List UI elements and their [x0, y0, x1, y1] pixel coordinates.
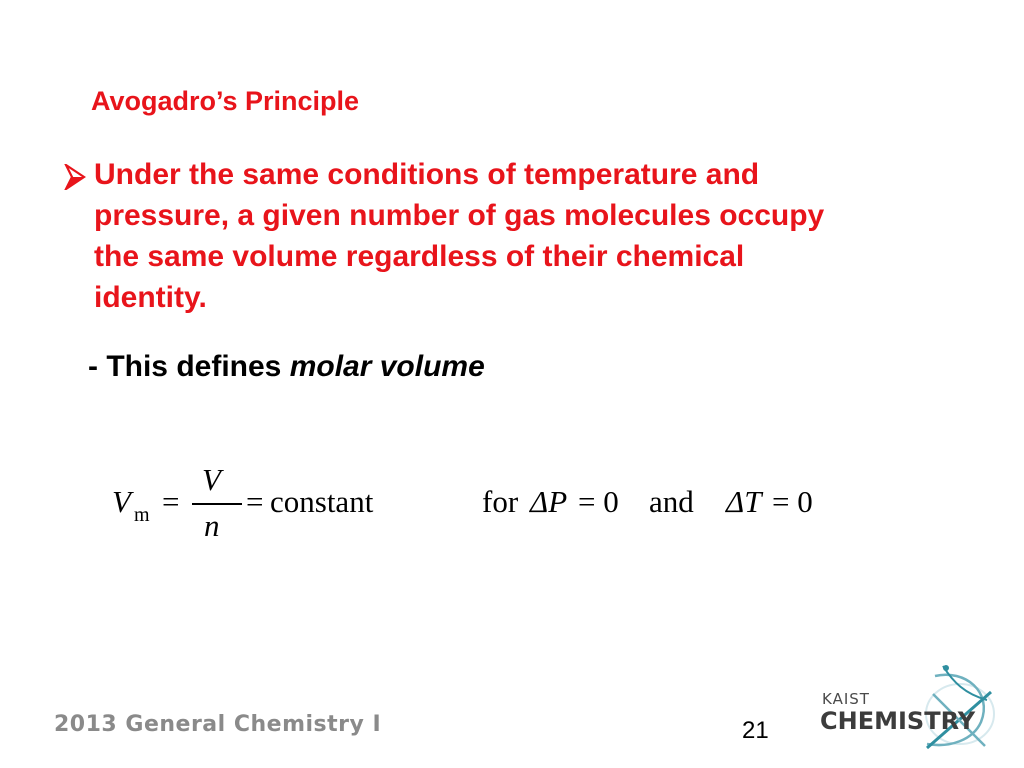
- arrow-bullet-icon: [64, 164, 86, 190]
- slide-title: Avogadro’s Principle: [91, 86, 360, 116]
- bullet-line: the same volume regardless of their chemical: [94, 240, 745, 273]
- eq-for-word: for: [482, 484, 519, 519]
- bullet-line: identity.: [94, 281, 207, 314]
- page-number: 21: [742, 717, 769, 744]
- eq-equals-2: =: [246, 484, 264, 519]
- eq-delta-p: ΔP: [530, 484, 568, 519]
- bullet-line: Under the same conditions of temperature and: [94, 158, 760, 191]
- eq-zero-p: = 0: [578, 484, 619, 519]
- eq-lhs-symbol: V: [112, 484, 131, 519]
- molar-volume-note: [88, 350, 485, 384]
- eq-constant: constant: [270, 484, 374, 519]
- eq-delta-t: ΔT: [726, 484, 762, 519]
- logo-line2: CHEMISTRY: [820, 707, 976, 735]
- eq-equals-1: =: [162, 484, 180, 519]
- eq-zero-t: = 0: [772, 484, 813, 519]
- note-prefix: - This defines: [88, 350, 290, 383]
- fraction-bar: [192, 503, 242, 505]
- bullet-paragraph: [94, 154, 974, 318]
- note-emphasis: molar volume: [289, 350, 485, 383]
- eq-denominator: n: [204, 508, 220, 543]
- molar-volume-equation: [112, 462, 832, 552]
- footer-course-title: 2013 General Chemistry I: [54, 712, 382, 737]
- kaist-chemistry-logo: [815, 664, 995, 754]
- eq-and-word: and: [649, 484, 694, 519]
- eq-lhs-subscript: m: [134, 504, 150, 526]
- logo-line1: KAIST: [822, 690, 870, 708]
- eq-numerator: V: [202, 462, 221, 497]
- bullet-line: pressure, a given number of gas molecules occupy: [94, 199, 825, 232]
